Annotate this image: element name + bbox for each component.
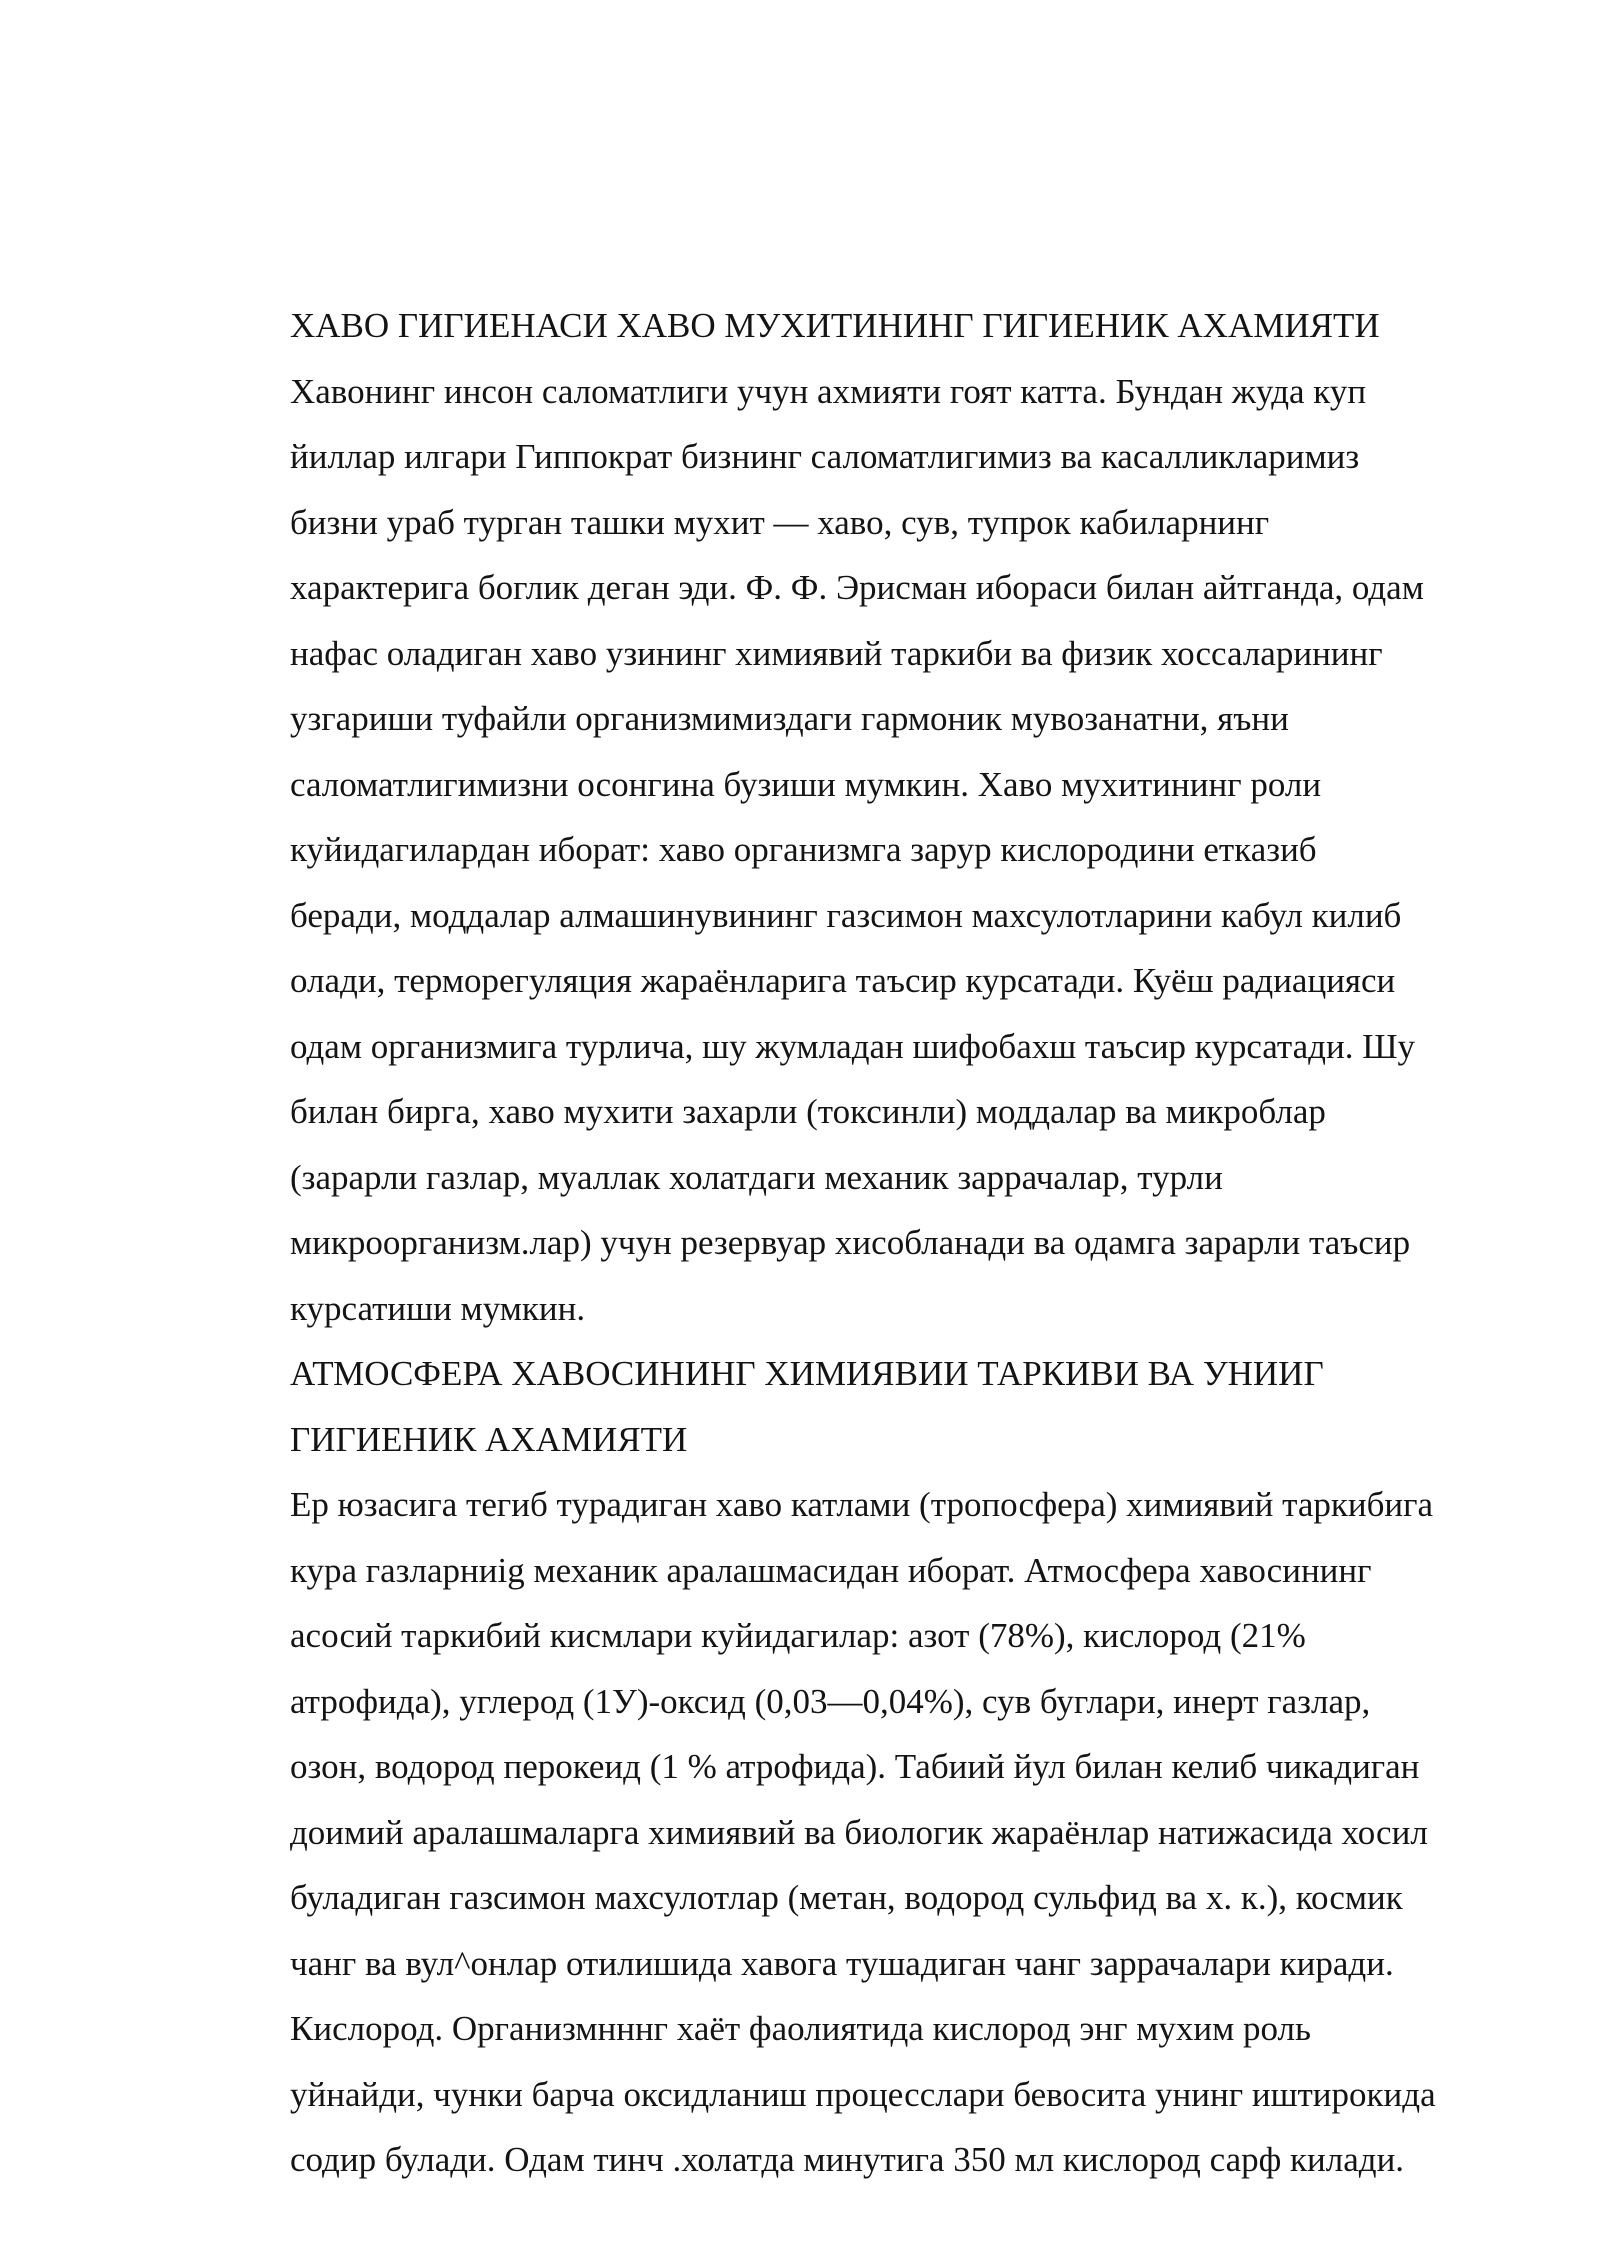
document-text bbox=[290, 293, 1540, 2193]
text-line: асосий таркибий кисмлари куйидагилар: азот (78%), кислород (21% bbox=[290, 1616, 1306, 1655]
text-line: одам организмига турлича, шу жумладан шифобахш таъсир курсатади. Шу bbox=[290, 1026, 1416, 1066]
text-line: куйидагилардан иборат: хаво организмга зарур кислородини етказиб bbox=[290, 830, 1317, 869]
text-line: (зарарли газлар, муаллак холатдаги механик заррачалар, турли bbox=[290, 1157, 1223, 1197]
text-line: курсатиши мумкин. bbox=[290, 1288, 586, 1328]
text-line: уйнайди, чунки барча оксидланиш процесслари бевосита унинг иштирокида bbox=[290, 2074, 1436, 2114]
text-line: беради, моддалар алмашинувининг газсимон махсулотларини кабул килиб bbox=[290, 895, 1402, 935]
text-line: озон, водород перокеид (1 % атрофида). Табиий йул билан келиб чикадиган bbox=[290, 1747, 1420, 1786]
text-line: бизни ураб турган ташки мухит — хаво, сув, тупрок кабиларнинг bbox=[290, 502, 1270, 542]
text-line: кура газларниig механик аралашмасидан иборат. Атмосфера хавосининг bbox=[290, 1550, 1372, 1590]
text-line: микроорганизм.лар) учун резервуар хисобланади ва одамга зарарли таъсир bbox=[290, 1223, 1411, 1262]
text-line: узгариши туфайли организмимиздаги гармоник мувозанатни, яъни bbox=[290, 699, 1289, 738]
text-line: буладиган газсимон махсулотлар (метан, водород сульфид ва х. к.), космик bbox=[290, 1878, 1403, 1917]
text-line: олади, терморегуляция жараёнларига таъсир курсатади. Куёш радиацияси bbox=[290, 961, 1396, 1000]
text-line: чанг ва вул^онлар отилишида хавога тушадиган чанг заррачалари киради. bbox=[290, 1943, 1394, 1983]
text-line: атрофида), углерод (1У)-оксид (0,03—0,04%), сув буглари, инерт газлар, bbox=[290, 1681, 1371, 1721]
text-line: характерига боглик деган эди. Ф. Ф. Эрисман ибораси билан айтганда, одам bbox=[290, 568, 1424, 607]
text-line: доимий аралашмаларга химиявий ва биологик жараёнлар натижасида хосил bbox=[290, 1812, 1428, 1852]
text-line: Ер юзасига тегиб турадиган хаво катлами (тропосфера) химиявий таркибига bbox=[290, 1485, 1434, 1524]
heading-air-hygiene: ХАВО ГИГИЕНАСИ ХАВО МУХИТИНИНГ ГИГИЕНИК АХАМИЯТИ bbox=[290, 306, 1380, 345]
text-line: саломатлигимизни осонгина бузиши мумкин. Хаво мухитининг роли bbox=[290, 764, 1322, 804]
text-line: йиллар илгари Гиппократ бизнинг саломатлигимиз ва касалликларимиз bbox=[290, 437, 1360, 476]
heading-atmosphere-composition-cont: ГИГИЕНИК АХАМИЯТИ bbox=[290, 1419, 688, 1459]
text-line: Кислород. Организмнннг хаёт фаолиятида кислород энг мухим роль bbox=[290, 2009, 1311, 2048]
heading-atmosphere-composition: АТМОСФЕРА ХАВОСИНИНГ ХИМИЯВИИ ТАРКИВИ ВА УНИИГ bbox=[290, 1354, 1324, 1393]
text-line: содир булади. Одам тинч .холатда минутига 350 мл кислород сарф килади. bbox=[290, 2140, 1405, 2179]
text-line: билан бирга, хаво мухити захарли (токсинли) моддалар ва микроблар bbox=[290, 1092, 1326, 1131]
text-line: нафас оладиган хаво узининг химиявий таркиби ва физик хоссаларининг bbox=[290, 633, 1383, 673]
text-line: Хавонинг инсон саломатлиги учун ахмияти гоят катта. Бундан жуда куп bbox=[290, 371, 1367, 411]
